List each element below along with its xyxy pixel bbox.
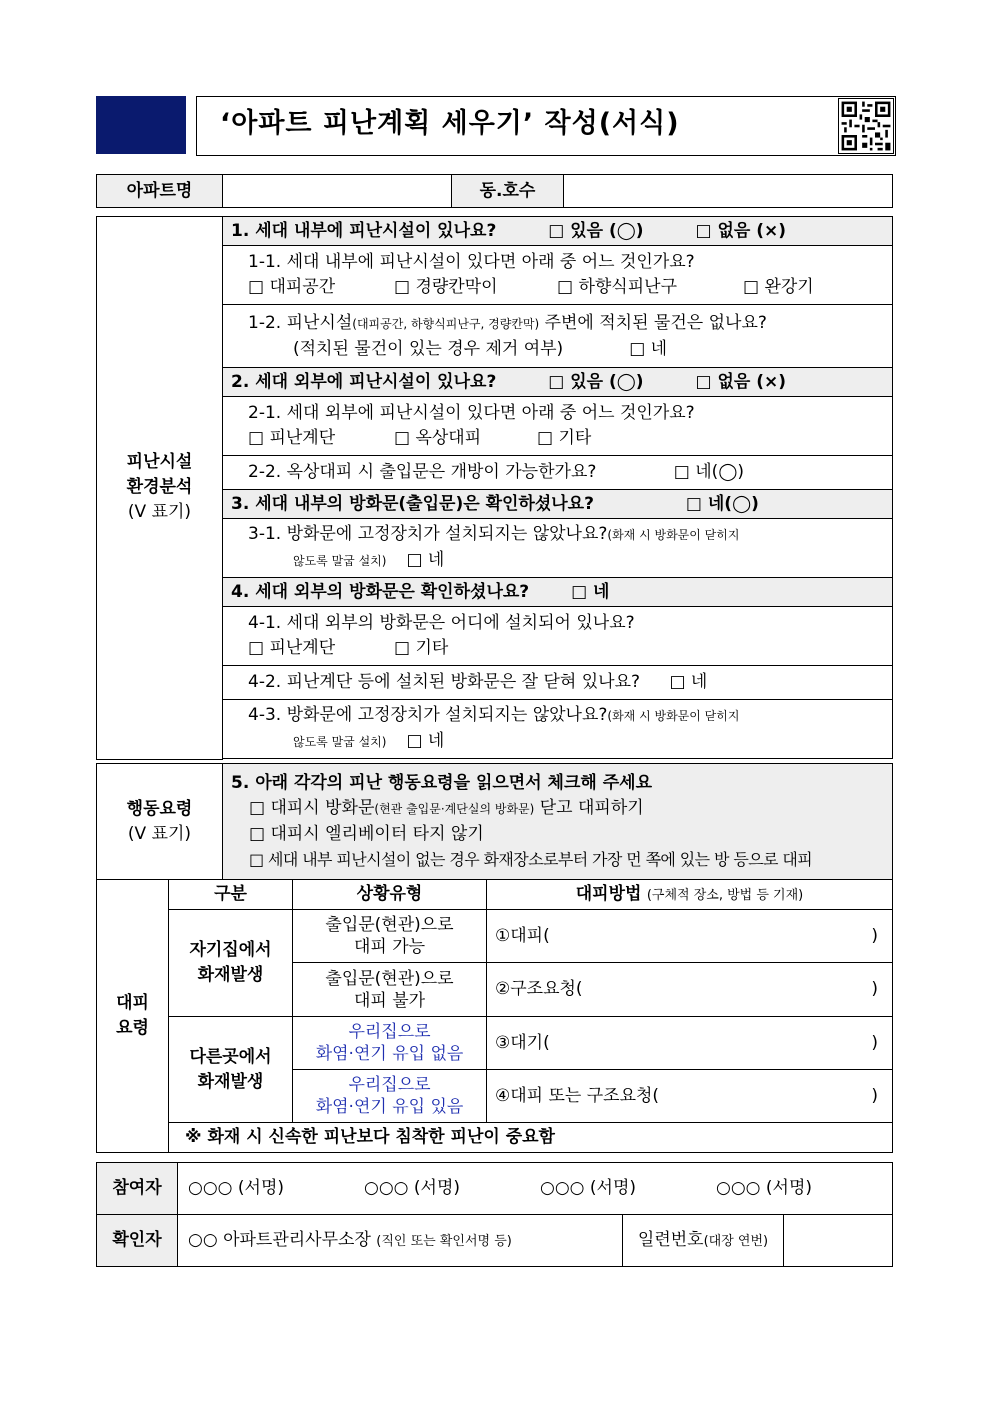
option-evac-stairs-2[interactable]: □ 피난계단 (248, 638, 336, 658)
participant-signature-1[interactable]: ○○○ (서명) (188, 1178, 285, 1198)
question-4-2-checkbox[interactable]: □ 네 (669, 672, 708, 692)
action-side-line2: (V 표기) (127, 823, 192, 844)
participant-label: 참여자 (97, 1163, 178, 1215)
question-3-1-text: 3-1. 방화문에 고정장치가 설치되지는 않았나요? (248, 524, 608, 544)
question-2-1-text: 2-1. 세대 외부에 피난시설이 있다면 아래 중 어느 것인가요? (248, 403, 695, 423)
question-3 (223, 490, 893, 519)
question-1-2-small: (대피공간, 하향식피난구, 경량칸막) (352, 316, 540, 331)
question-4-1 (223, 607, 893, 666)
serial-label-text: 일련번호 (637, 1229, 704, 1250)
unit-number-label: 동.호수 (452, 175, 564, 208)
guideline-2[interactable]: □ 대피시 엘리베이터 타지 않기 (249, 824, 484, 844)
apartment-name-field[interactable] (223, 175, 452, 208)
confirmer-small: (직인 또는 확인서명 등) (376, 1233, 512, 1249)
guideline-3[interactable]: □ 세대 내부 피난시설이 없는 경우 화재장소로부터 가장 먼 쪽에 있는 방 등으로 대피 (249, 850, 813, 869)
confirmer-text: ○○ 아파트관리사무소장 (188, 1229, 371, 1250)
question-1-2 (223, 305, 893, 368)
question-3-1-small-2: 않도록 말굽 설치) (293, 554, 387, 568)
evacuation-checklist-table (96, 216, 893, 760)
question-1-2-text-b: 주변에 적치된 물건은 없나요? (539, 312, 767, 333)
situation-2-line2: 대피 불가 (353, 990, 426, 1011)
question-3-1 (223, 519, 893, 578)
guideline-1-text-a: □ 대피시 방화문 (249, 798, 375, 818)
question-1-no-checkbox[interactable]: □ 없음 (×) (695, 220, 786, 241)
side-label-line2: 환경분석 (126, 477, 193, 498)
situation-4-line2: 화염·연기 유입 있음 (315, 1097, 464, 1117)
guideline-1-text-b: 닫고 대피하기 (534, 798, 644, 818)
group-own-home-line1: 자기집에서 (189, 940, 272, 960)
serial-label-small: (대장 연번) (703, 1233, 769, 1249)
question-4 (223, 578, 893, 607)
action-guidelines-table (96, 763, 893, 880)
question-3-checkbox[interactable]: □ 네(◯) (685, 493, 759, 514)
question-4-checkbox[interactable]: □ 네 (571, 581, 610, 602)
side-label-line1: 피난시설 (126, 452, 193, 473)
action-guidelines (223, 764, 893, 880)
apartment-info-table (96, 174, 893, 208)
question-4-text: 4. 세대 외부의 방화문은 확인하셨나요? (231, 581, 530, 602)
method-1-field[interactable] (487, 910, 893, 963)
group-elsewhere-line2: 화재발생 (197, 1071, 264, 1092)
question-4-3 (223, 700, 893, 759)
apartment-name-label: 아파트명 (97, 175, 223, 208)
participant-signature-3[interactable]: ○○○ (서명) (540, 1178, 637, 1198)
method-2-text: ②구조요청( (495, 979, 583, 999)
method-4-text: ④대피 또는 구조요청( (495, 1085, 660, 1106)
question-1-2-text-c: (적치된 물건이 있는 경우 제거 여부) (293, 338, 564, 359)
situation-1 (293, 910, 487, 963)
side-label-line3: (V 표기) (127, 502, 192, 523)
question-2-yes-checkbox[interactable]: □ 있음 (◯) (548, 371, 644, 392)
confirmer-label: 확인자 (97, 1215, 178, 1267)
method-side-label (97, 880, 169, 1153)
method-4-field[interactable] (487, 1070, 893, 1123)
question-5-text: 5. 아래 각각의 피난 행동요령을 읽으면서 체크해 주세요 (231, 773, 652, 793)
question-4-1-text: 4-1. 세대 외부의 방화문은 어디에 설치되어 있나요? (248, 613, 635, 633)
question-1-yes-checkbox[interactable]: □ 있음 (◯) (548, 220, 644, 241)
action-side-line1: 행동요령 (126, 798, 193, 819)
serial-label (623, 1215, 784, 1267)
header-method-small: (구체적 장소, 방법 등 기재) (646, 887, 804, 903)
situation-3 (293, 1017, 487, 1070)
method-3-close: ) (871, 1032, 878, 1053)
method-note: ※ 화재 시 신속한 피난보다 침착한 피난이 중요함 (169, 1123, 893, 1153)
facility-analysis-side-label (97, 217, 223, 760)
guideline-1-small: (현관 출입문·계단실의 방화문) (374, 802, 535, 816)
guideline-1[interactable] (231, 796, 892, 822)
group-own-home-line2: 화재발생 (197, 965, 264, 985)
option-other-2[interactable]: □ 기타 (394, 638, 449, 658)
question-3-1-checkbox[interactable]: □ 네 (406, 550, 445, 570)
method-side-line1: 대피 (116, 993, 149, 1013)
header-color-block (96, 96, 186, 154)
option-other[interactable]: □ 기타 (537, 428, 592, 448)
question-2-2-checkbox[interactable]: □ 네(◯) (673, 462, 744, 482)
question-1-1-options (248, 275, 892, 300)
question-4-3-text: 4-3. 방화문에 고정장치가 설치되지는 않았나요? (248, 705, 608, 725)
question-2-2-text: 2-2. 옥상대피 시 출입문은 개방이 가능한가요? (248, 462, 597, 482)
group-own-home (169, 910, 293, 1017)
question-4-3-small-2: 않도록 말굽 설치) (293, 735, 387, 749)
participant-signature-2[interactable]: ○○○ (서명) (364, 1178, 461, 1198)
group-elsewhere-line1: 다른곳에서 (189, 1046, 272, 1067)
header-category: 구분 (169, 880, 293, 910)
question-1-1 (223, 246, 893, 305)
question-4-3-small-1: (화재 시 방화문이 닫히지 (607, 709, 740, 723)
question-3-text: 3. 세대 내부의 방화문(출입문)은 확인하셨나요? (231, 493, 594, 514)
method-4-close: ) (871, 1085, 878, 1106)
situation-4 (293, 1070, 487, 1123)
question-4-2-text: 4-2. 피난계단 등에 설치된 방화문은 잘 닫혀 있나요? (248, 672, 641, 692)
situation-2-line1: 출입문(현관)으로 (325, 968, 454, 989)
question-4-3-checkbox[interactable]: □ 네 (406, 731, 445, 751)
question-2-1 (223, 397, 893, 456)
question-1-1-text: 1-1. 세대 내부에 피난시설이 있다면 아래 중 어느 것인가요? (248, 252, 695, 272)
question-1-text: 1. 세대 내부에 피난시설이 있나요? (231, 220, 497, 241)
qr-code-icon[interactable] (838, 98, 894, 154)
method-3-field[interactable] (487, 1017, 893, 1070)
action-side-label (97, 764, 223, 880)
option-rooftop[interactable]: □ 옥상대피 (394, 428, 482, 448)
header-method-label: 대피방법 (575, 883, 642, 904)
participant-signatures (178, 1163, 893, 1215)
situation-3-line1: 우리집으로 (348, 1022, 431, 1042)
method-2-field[interactable] (487, 963, 893, 1017)
option-light-partition[interactable]: □ 경량칸막이 (394, 277, 498, 297)
option-descending-hatch[interactable]: □ 하향식피난구 (557, 277, 677, 297)
participant-signature-4[interactable]: ○○○ (서명) (716, 1178, 813, 1198)
question-2 (223, 368, 893, 397)
group-elsewhere (169, 1017, 293, 1123)
question-3-1-small-1: (화재 시 방화문이 닫히지 (607, 528, 740, 542)
method-1-close: ) (871, 925, 878, 946)
method-2-close: ) (871, 979, 878, 999)
option-evac-stairs[interactable]: □ 피난계단 (248, 428, 336, 448)
situation-1-line2: 대피 가능 (353, 937, 426, 957)
method-3-text: ③대기( (495, 1032, 550, 1053)
unit-number-field[interactable] (564, 175, 893, 208)
option-descender[interactable]: □ 완강기 (743, 277, 814, 297)
option-shelter-space[interactable]: □ 대피공간 (248, 277, 336, 297)
question-2-no-checkbox[interactable]: □ 없음 (×) (695, 371, 786, 392)
question-4-1-options (248, 636, 892, 661)
situation-4-line1: 우리집으로 (348, 1075, 431, 1095)
situation-1-line1: 출입문(현관)으로 (325, 915, 454, 935)
header-method (487, 880, 893, 910)
question-2-text: 2. 세대 외부에 피난시설이 있나요? (231, 371, 497, 392)
question-2-2 (223, 456, 893, 490)
question-1-2-text-a: 1-2. 피난시설 (248, 312, 353, 333)
question-2-1-options (248, 426, 892, 451)
situation-3-line2: 화염·연기 유입 없음 (315, 1044, 464, 1064)
question-1-2-checkbox[interactable]: □ 네 (629, 338, 668, 359)
question-4-2 (223, 666, 893, 700)
confirmer-field[interactable] (178, 1215, 623, 1267)
question-1 (223, 217, 893, 246)
situation-2 (293, 963, 487, 1017)
serial-field[interactable] (784, 1215, 893, 1267)
method-1-text: ①대피( (495, 925, 550, 946)
page-title: ‘아파트 피난계획 세우기’ 작성(서식) (220, 108, 680, 139)
signature-table (96, 1162, 893, 1267)
header-situation: 상황유형 (293, 880, 487, 910)
evacuation-method-table (96, 879, 893, 1153)
method-side-line2: 요령 (116, 1018, 149, 1038)
